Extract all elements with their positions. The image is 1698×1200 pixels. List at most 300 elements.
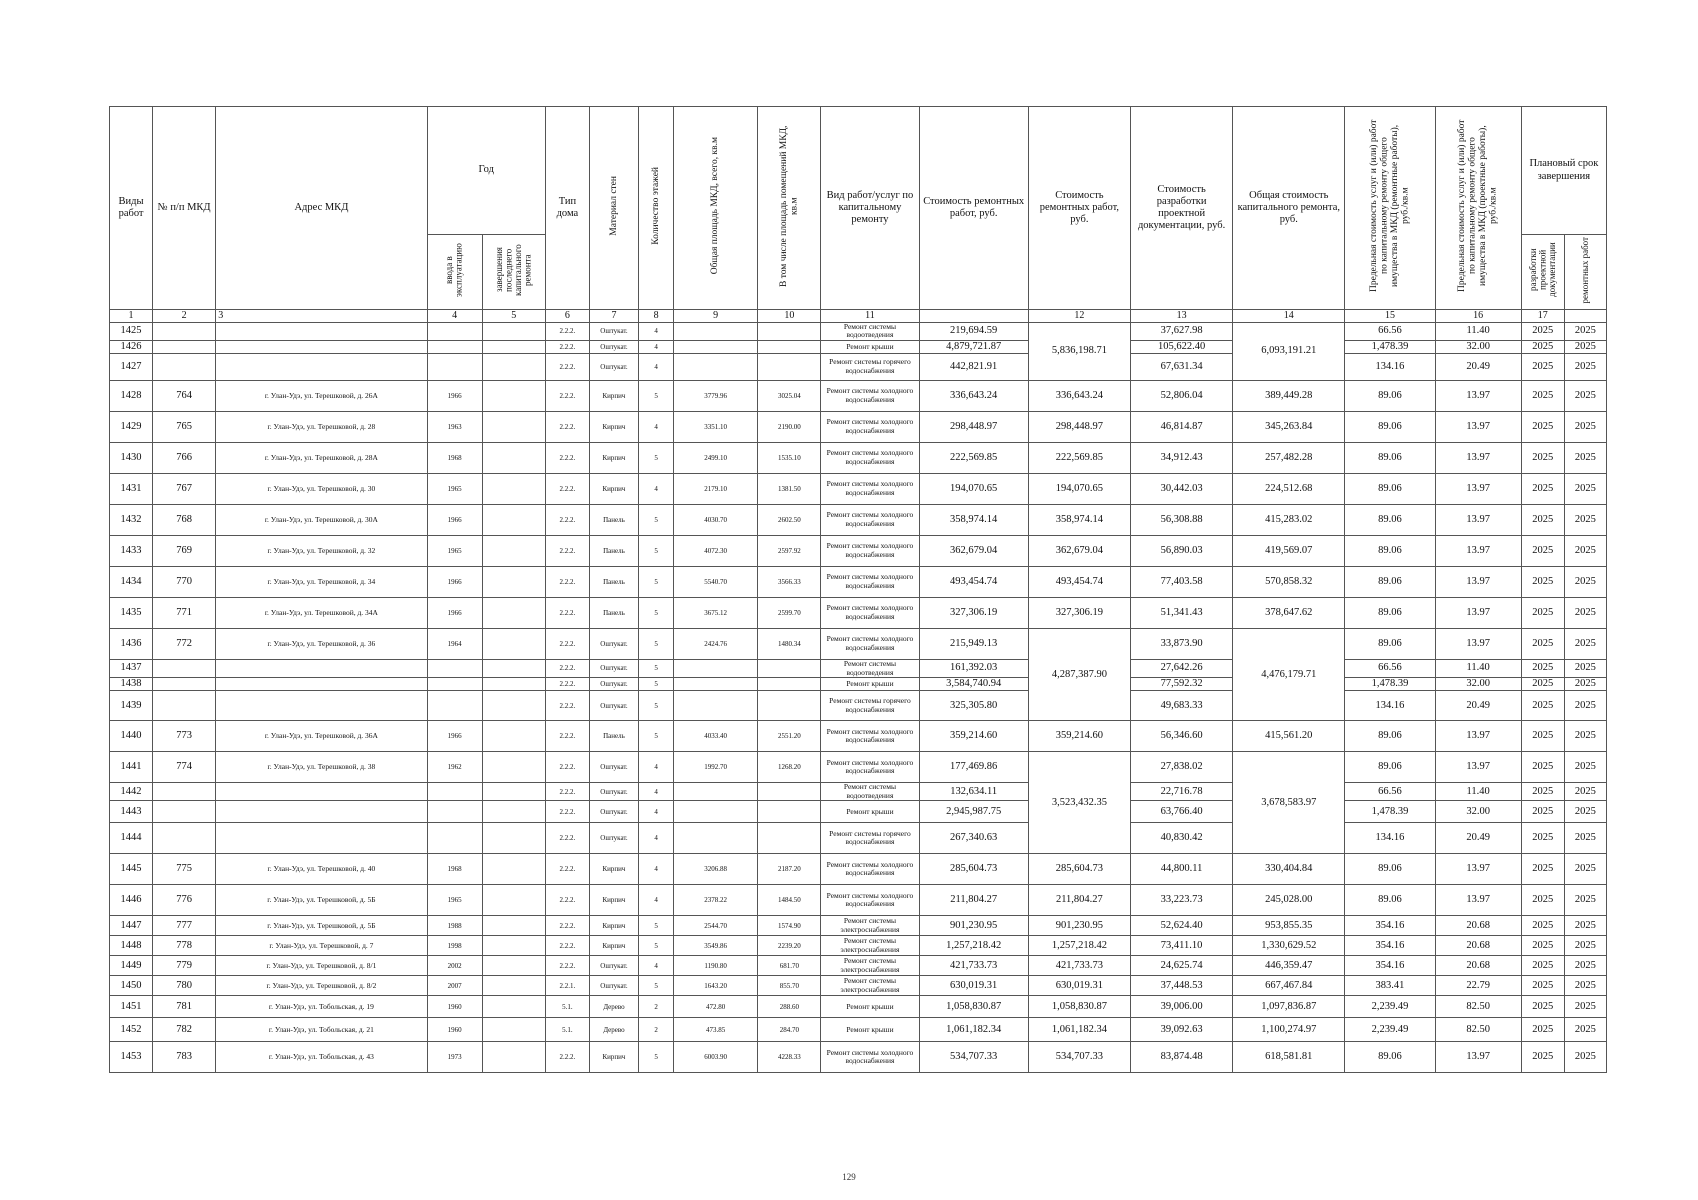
cell-mkd-number: 768 bbox=[153, 504, 216, 535]
cell-work-type: 1445 bbox=[110, 854, 153, 885]
cell-address bbox=[216, 823, 427, 854]
table-row bbox=[110, 721, 1607, 752]
cell-year-last-repair bbox=[482, 380, 545, 411]
cell-wall-material: Кирпич bbox=[589, 380, 638, 411]
cell-work-kind: Ремонт системы холодного водоснабжения bbox=[821, 535, 919, 566]
cell-work-type: 1449 bbox=[110, 956, 153, 976]
cell-work-kind: Ремонт системы холодного водоснабжения bbox=[821, 628, 919, 659]
cell-house-type: 2.2.2. bbox=[545, 691, 589, 721]
cell-repair-cost-total: 5,836,198.71 bbox=[1028, 322, 1130, 380]
cell-repair-cost: 359,214.60 bbox=[919, 721, 1028, 752]
cell-floors: 4 bbox=[639, 322, 674, 340]
cell-total-cost: 378,647.62 bbox=[1233, 597, 1345, 628]
cell-term-design: 2025 bbox=[1521, 340, 1564, 353]
cell-premises-area bbox=[758, 678, 821, 691]
header-floors: Количество этажей bbox=[639, 107, 674, 310]
cell-total-area bbox=[674, 678, 758, 691]
cell-floors: 5 bbox=[639, 504, 674, 535]
cell-repair-cost: 219,694.59 bbox=[919, 322, 1028, 340]
header-planned-term: Плановый срок завершения bbox=[1521, 107, 1606, 235]
cell-limit-design: 32.00 bbox=[1435, 340, 1521, 353]
cell-wall-material: Панель bbox=[589, 597, 638, 628]
table-row bbox=[110, 411, 1607, 442]
cell-wall-material: Кирпич bbox=[589, 854, 638, 885]
cell-design-cost: 27,642.26 bbox=[1130, 659, 1232, 677]
cell-year-commission: 1998 bbox=[427, 936, 482, 956]
table-row bbox=[110, 473, 1607, 504]
cell-term-repair: 2025 bbox=[1564, 678, 1606, 691]
cell-mkd-number: 777 bbox=[153, 916, 216, 936]
cell-year-last-repair bbox=[482, 691, 545, 721]
header-repair-cost-total: Стоимость ремонтных работ, руб. bbox=[1028, 107, 1130, 310]
cell-repair-cost-total: 1,058,830.87 bbox=[1028, 996, 1130, 1018]
cell-limit-repair: 1,478.39 bbox=[1345, 801, 1435, 823]
cell-house-type: 2.2.2. bbox=[545, 783, 589, 801]
cell-work-kind: Ремонт системы холодного водоснабжения bbox=[821, 473, 919, 504]
cell-term-repair: 2025 bbox=[1564, 353, 1606, 380]
cell-repair-cost: 442,821.91 bbox=[919, 353, 1028, 380]
cell-limit-design: 13.97 bbox=[1435, 1042, 1521, 1073]
page-number: 129 bbox=[842, 1172, 856, 1182]
cell-total-area: 3779.96 bbox=[674, 380, 758, 411]
table-row bbox=[110, 976, 1607, 996]
cell-limit-repair: 134.16 bbox=[1345, 691, 1435, 721]
col-num bbox=[919, 310, 1028, 323]
cell-work-kind: Ремонт системы электроснабжения bbox=[821, 916, 919, 936]
cell-year-commission: 1966 bbox=[427, 721, 482, 752]
cell-house-type: 2.2.2. bbox=[545, 659, 589, 677]
cell-year-last-repair bbox=[482, 566, 545, 597]
cell-wall-material: Оштукат. bbox=[589, 956, 638, 976]
cell-limit-repair: 1,478.39 bbox=[1345, 340, 1435, 353]
cell-year-commission: 1966 bbox=[427, 597, 482, 628]
cell-work-type: 1453 bbox=[110, 1042, 153, 1073]
cell-mkd-number bbox=[153, 801, 216, 823]
cell-wall-material: Оштукат. bbox=[589, 353, 638, 380]
cell-year-commission: 1962 bbox=[427, 752, 482, 783]
header-premises-area: В том числе площадь помещений МКД, кв.м bbox=[758, 107, 821, 310]
cell-work-type: 1450 bbox=[110, 976, 153, 996]
cell-total-cost: 415,561.20 bbox=[1233, 721, 1345, 752]
cell-design-cost: 40,830.42 bbox=[1130, 823, 1232, 854]
cell-total-area: 1992.70 bbox=[674, 752, 758, 783]
cell-total-area: 2424.76 bbox=[674, 628, 758, 659]
cell-floors: 5 bbox=[639, 976, 674, 996]
cell-term-design: 2025 bbox=[1521, 353, 1564, 380]
cell-house-type: 2.2.2. bbox=[545, 473, 589, 504]
cell-design-cost: 77,403.58 bbox=[1130, 566, 1232, 597]
cell-repair-cost: 2,945,987.75 bbox=[919, 801, 1028, 823]
header-work-type: Виды работ bbox=[110, 107, 153, 310]
header-design-cost: Стоимость разработки проектной документации, руб. bbox=[1130, 107, 1232, 310]
cell-premises-area bbox=[758, 801, 821, 823]
cell-work-kind: Ремонт крыши bbox=[821, 996, 919, 1018]
col-num: 6 bbox=[545, 310, 589, 323]
cell-address: г. Улан-Удэ, ул. Терешковой, д. 40 bbox=[216, 854, 427, 885]
cell-repair-cost-total: 298,448.97 bbox=[1028, 411, 1130, 442]
cell-repair-cost-total: 3,523,432.35 bbox=[1028, 752, 1130, 854]
cell-total-area bbox=[674, 353, 758, 380]
cell-total-area: 2378.22 bbox=[674, 885, 758, 916]
cell-mkd-number: 776 bbox=[153, 885, 216, 916]
cell-limit-design: 20.49 bbox=[1435, 823, 1521, 854]
cell-floors: 5 bbox=[639, 1042, 674, 1073]
cell-wall-material: Оштукат. bbox=[589, 322, 638, 340]
cell-total-cost: 389,449.28 bbox=[1233, 380, 1345, 411]
cell-year-commission bbox=[427, 801, 482, 823]
cell-mkd-number bbox=[153, 322, 216, 340]
cell-term-repair: 2025 bbox=[1564, 885, 1606, 916]
cell-mkd-number: 769 bbox=[153, 535, 216, 566]
cell-repair-cost-total: 493,454.74 bbox=[1028, 566, 1130, 597]
cell-term-repair: 2025 bbox=[1564, 628, 1606, 659]
cell-wall-material: Кирпич bbox=[589, 916, 638, 936]
cell-work-kind: Ремонт системы холодного водоснабжения bbox=[821, 597, 919, 628]
cell-year-last-repair bbox=[482, 678, 545, 691]
cell-wall-material: Кирпич bbox=[589, 473, 638, 504]
cell-year-last-repair bbox=[482, 936, 545, 956]
cell-design-cost: 33,873.90 bbox=[1130, 628, 1232, 659]
cell-premises-area: 3025.04 bbox=[758, 380, 821, 411]
cell-premises-area: 1574.90 bbox=[758, 916, 821, 936]
cell-design-cost: 51,341.43 bbox=[1130, 597, 1232, 628]
cell-term-repair: 2025 bbox=[1564, 691, 1606, 721]
col-num: 17 bbox=[1521, 310, 1564, 323]
cell-repair-cost-total: 285,604.73 bbox=[1028, 854, 1130, 885]
cell-limit-design: 13.97 bbox=[1435, 628, 1521, 659]
cell-wall-material: Панель bbox=[589, 721, 638, 752]
cell-premises-area: 2599.70 bbox=[758, 597, 821, 628]
cell-total-area bbox=[674, 659, 758, 677]
cell-year-last-repair bbox=[482, 411, 545, 442]
cell-repair-cost-total: 534,707.33 bbox=[1028, 1042, 1130, 1073]
cell-address: г. Улан-Удэ, ул. Терешковой, д. 28А bbox=[216, 442, 427, 473]
cell-premises-area bbox=[758, 659, 821, 677]
cell-work-kind: Ремонт системы горячего водоснабжения bbox=[821, 353, 919, 380]
cell-house-type: 2.2.2. bbox=[545, 322, 589, 340]
cell-term-repair: 2025 bbox=[1564, 996, 1606, 1018]
cell-term-design: 2025 bbox=[1521, 411, 1564, 442]
cell-limit-repair: 89.06 bbox=[1345, 535, 1435, 566]
col-num: 2 bbox=[153, 310, 216, 323]
cell-term-repair: 2025 bbox=[1564, 916, 1606, 936]
cell-repair-cost-total: 901,230.95 bbox=[1028, 916, 1130, 936]
col-num bbox=[1564, 310, 1606, 323]
cell-year-last-repair bbox=[482, 473, 545, 504]
table-row bbox=[110, 380, 1607, 411]
cell-limit-design: 13.97 bbox=[1435, 885, 1521, 916]
cell-repair-cost-total: 211,804.27 bbox=[1028, 885, 1130, 916]
cell-floors: 5 bbox=[639, 566, 674, 597]
cell-work-kind: Ремонт системы водоотведения bbox=[821, 783, 919, 801]
header-year-commission: ввода в эксплуатацию bbox=[427, 235, 482, 310]
cell-house-type: 2.2.2. bbox=[545, 885, 589, 916]
cell-year-last-repair bbox=[482, 801, 545, 823]
col-num: 13 bbox=[1130, 310, 1232, 323]
cell-mkd-number: 766 bbox=[153, 442, 216, 473]
cell-premises-area: 2597.92 bbox=[758, 535, 821, 566]
cell-work-kind: Ремонт системы холодного водоснабжения bbox=[821, 566, 919, 597]
cell-work-kind: Ремонт системы водоотведения bbox=[821, 659, 919, 677]
cell-total-area: 6003.90 bbox=[674, 1042, 758, 1073]
cell-limit-design: 32.00 bbox=[1435, 801, 1521, 823]
col-num: 5 bbox=[482, 310, 545, 323]
header-term-repair: ремонтных работ bbox=[1564, 235, 1606, 310]
cell-premises-area: 2551.20 bbox=[758, 721, 821, 752]
cell-repair-cost: 177,469.86 bbox=[919, 752, 1028, 783]
cell-limit-design: 13.97 bbox=[1435, 411, 1521, 442]
cell-repair-cost: 1,257,218.42 bbox=[919, 936, 1028, 956]
cell-address bbox=[216, 801, 427, 823]
cell-design-cost: 63,766.40 bbox=[1130, 801, 1232, 823]
cell-house-type: 2.2.2. bbox=[545, 340, 589, 353]
cell-address: г. Улан-Удэ, ул. Терешковой, д. 26А bbox=[216, 380, 427, 411]
cell-limit-design: 82.50 bbox=[1435, 1018, 1521, 1042]
col-num: 10 bbox=[758, 310, 821, 323]
cell-total-area: 2499.10 bbox=[674, 442, 758, 473]
cell-total-area bbox=[674, 801, 758, 823]
cell-wall-material: Кирпич bbox=[589, 885, 638, 916]
cell-premises-area bbox=[758, 340, 821, 353]
cell-year-last-repair bbox=[482, 916, 545, 936]
cell-address: г. Улан-Удэ, ул. Терешковой, д. 30 bbox=[216, 473, 427, 504]
cell-wall-material: Дерево bbox=[589, 1018, 638, 1042]
cell-floors: 5 bbox=[639, 721, 674, 752]
cell-year-last-repair bbox=[482, 721, 545, 752]
cell-limit-design: 13.97 bbox=[1435, 597, 1521, 628]
cell-work-kind: Ремонт крыши bbox=[821, 340, 919, 353]
cell-term-repair: 2025 bbox=[1564, 783, 1606, 801]
cell-total-area bbox=[674, 322, 758, 340]
cell-work-type: 1437 bbox=[110, 659, 153, 677]
cell-year-last-repair bbox=[482, 854, 545, 885]
cell-wall-material: Оштукат. bbox=[589, 752, 638, 783]
cell-total-cost: 570,858.32 bbox=[1233, 566, 1345, 597]
table-row bbox=[110, 936, 1607, 956]
cell-work-type: 1430 bbox=[110, 442, 153, 473]
cell-repair-cost-total: 421,733.73 bbox=[1028, 956, 1130, 976]
cell-floors: 5 bbox=[639, 936, 674, 956]
cell-house-type: 2.2.2. bbox=[545, 380, 589, 411]
table-row bbox=[110, 442, 1607, 473]
cell-total-area: 5540.70 bbox=[674, 566, 758, 597]
cell-total-area bbox=[674, 823, 758, 854]
cell-total-area: 3206.88 bbox=[674, 854, 758, 885]
cell-repair-cost: 222,569.85 bbox=[919, 442, 1028, 473]
cell-term-repair: 2025 bbox=[1564, 1018, 1606, 1042]
cell-work-kind: Ремонт системы холодного водоснабжения bbox=[821, 411, 919, 442]
cell-total-cost: 953,855.35 bbox=[1233, 916, 1345, 936]
cell-limit-repair: 89.06 bbox=[1345, 721, 1435, 752]
cell-term-repair: 2025 bbox=[1564, 1042, 1606, 1073]
cell-year-commission bbox=[427, 322, 482, 340]
cell-total-area: 472.80 bbox=[674, 996, 758, 1018]
cell-work-type: 1444 bbox=[110, 823, 153, 854]
cell-term-design: 2025 bbox=[1521, 885, 1564, 916]
cell-term-design: 2025 bbox=[1521, 322, 1564, 340]
cell-work-kind: Ремонт системы холодного водоснабжения bbox=[821, 442, 919, 473]
cell-year-last-repair bbox=[482, 1042, 545, 1073]
header-address: Адрес МКД bbox=[216, 107, 427, 310]
cell-work-type: 1440 bbox=[110, 721, 153, 752]
cell-year-commission: 1968 bbox=[427, 442, 482, 473]
cell-term-design: 2025 bbox=[1521, 678, 1564, 691]
cell-mkd-number: 781 bbox=[153, 996, 216, 1018]
cell-work-kind: Ремонт крыши bbox=[821, 801, 919, 823]
cell-work-type: 1441 bbox=[110, 752, 153, 783]
cell-year-commission: 1964 bbox=[427, 628, 482, 659]
header-repair-cost: Стоимость ремонтных работ, руб. bbox=[919, 107, 1028, 310]
cell-house-type: 2.2.2. bbox=[545, 916, 589, 936]
cell-premises-area: 1535.10 bbox=[758, 442, 821, 473]
cell-limit-repair: 89.06 bbox=[1345, 473, 1435, 504]
header-wall-material: Материал стен bbox=[589, 107, 638, 310]
cell-house-type: 2.2.2. bbox=[545, 597, 589, 628]
cell-floors: 4 bbox=[639, 473, 674, 504]
cell-premises-area: 681.70 bbox=[758, 956, 821, 976]
cell-design-cost: 33,223.73 bbox=[1130, 885, 1232, 916]
cell-year-commission: 2007 bbox=[427, 976, 482, 996]
cell-year-last-repair bbox=[482, 885, 545, 916]
cell-limit-repair: 2,239.49 bbox=[1345, 996, 1435, 1018]
cell-year-commission: 1968 bbox=[427, 854, 482, 885]
cell-term-design: 2025 bbox=[1521, 801, 1564, 823]
cell-term-design: 2025 bbox=[1521, 1018, 1564, 1042]
cell-floors: 4 bbox=[639, 353, 674, 380]
cell-total-area: 4030.70 bbox=[674, 504, 758, 535]
cell-work-kind: Ремонт системы горячего водоснабжения bbox=[821, 823, 919, 854]
cell-total-cost: 330,404.84 bbox=[1233, 854, 1345, 885]
table-row bbox=[110, 801, 1607, 823]
cell-total-cost: 446,359.47 bbox=[1233, 956, 1345, 976]
col-num: 11 bbox=[821, 310, 919, 323]
cell-total-area: 4072.30 bbox=[674, 535, 758, 566]
cell-work-kind: Ремонт крыши bbox=[821, 1018, 919, 1042]
cell-year-commission: 1963 bbox=[427, 411, 482, 442]
cell-wall-material: Кирпич bbox=[589, 411, 638, 442]
cell-repair-cost: 161,392.03 bbox=[919, 659, 1028, 677]
cell-address: г. Улан-Удэ, ул. Терешковой, д. 5Б bbox=[216, 916, 427, 936]
cell-floors: 5 bbox=[639, 628, 674, 659]
cell-design-cost: 39,092.63 bbox=[1130, 1018, 1232, 1042]
cell-house-type: 2.2.2. bbox=[545, 628, 589, 659]
header-house-type: Тип дома bbox=[545, 107, 589, 310]
cell-repair-cost: 3,584,740.94 bbox=[919, 678, 1028, 691]
cell-design-cost: 73,411.10 bbox=[1130, 936, 1232, 956]
table-row bbox=[110, 659, 1607, 677]
cell-work-type: 1432 bbox=[110, 504, 153, 535]
cell-limit-design: 13.97 bbox=[1435, 854, 1521, 885]
cell-mkd-number: 770 bbox=[153, 566, 216, 597]
cell-term-design: 2025 bbox=[1521, 597, 1564, 628]
cell-mkd-number bbox=[153, 783, 216, 801]
cell-repair-cost-total: 362,679.04 bbox=[1028, 535, 1130, 566]
cell-house-type: 2.2.1. bbox=[545, 976, 589, 996]
cell-year-commission: 1966 bbox=[427, 380, 482, 411]
cell-term-repair: 2025 bbox=[1564, 504, 1606, 535]
cell-limit-repair: 354.16 bbox=[1345, 956, 1435, 976]
cell-repair-cost-total: 630,019.31 bbox=[1028, 976, 1130, 996]
cell-limit-repair: 66.56 bbox=[1345, 322, 1435, 340]
cell-repair-cost: 901,230.95 bbox=[919, 916, 1028, 936]
cell-total-cost: 4,476,179.71 bbox=[1233, 628, 1345, 720]
cell-year-commission bbox=[427, 823, 482, 854]
table-row bbox=[110, 783, 1607, 801]
cell-term-repair: 2025 bbox=[1564, 936, 1606, 956]
cell-work-type: 1438 bbox=[110, 678, 153, 691]
cell-limit-repair: 89.06 bbox=[1345, 442, 1435, 473]
cell-limit-design: 13.97 bbox=[1435, 473, 1521, 504]
cell-address bbox=[216, 678, 427, 691]
cell-repair-cost: 298,448.97 bbox=[919, 411, 1028, 442]
cell-wall-material: Оштукат. bbox=[589, 783, 638, 801]
col-num: 4 bbox=[427, 310, 482, 323]
cell-total-cost: 257,482.28 bbox=[1233, 442, 1345, 473]
cell-wall-material: Кирпич bbox=[589, 1042, 638, 1073]
cell-year-last-repair bbox=[482, 783, 545, 801]
cell-work-kind: Ремонт системы электроснабжения bbox=[821, 956, 919, 976]
cell-term-design: 2025 bbox=[1521, 628, 1564, 659]
cell-mkd-number bbox=[153, 678, 216, 691]
cell-premises-area: 284.70 bbox=[758, 1018, 821, 1042]
cell-term-repair: 2025 bbox=[1564, 442, 1606, 473]
cell-design-cost: 56,890.03 bbox=[1130, 535, 1232, 566]
cell-repair-cost: 194,070.65 bbox=[919, 473, 1028, 504]
cell-mkd-number: 774 bbox=[153, 752, 216, 783]
cell-repair-cost-total: 1,257,218.42 bbox=[1028, 936, 1130, 956]
cell-wall-material: Оштукат. bbox=[589, 628, 638, 659]
cell-floors: 4 bbox=[639, 801, 674, 823]
cell-work-kind: Ремонт системы холодного водоснабжения bbox=[821, 752, 919, 783]
cell-total-cost: 224,512.68 bbox=[1233, 473, 1345, 504]
col-num: 8 bbox=[639, 310, 674, 323]
cell-year-last-repair bbox=[482, 322, 545, 340]
table-row bbox=[110, 854, 1607, 885]
cell-address bbox=[216, 783, 427, 801]
cell-floors: 4 bbox=[639, 783, 674, 801]
cell-limit-repair: 134.16 bbox=[1345, 823, 1435, 854]
cell-limit-design: 13.97 bbox=[1435, 566, 1521, 597]
cell-premises-area: 2190.00 bbox=[758, 411, 821, 442]
cell-total-area: 2544.70 bbox=[674, 916, 758, 936]
cell-year-commission bbox=[427, 353, 482, 380]
cell-mkd-number: 764 bbox=[153, 380, 216, 411]
cell-house-type: 2.2.2. bbox=[545, 566, 589, 597]
cell-house-type: 2.2.2. bbox=[545, 823, 589, 854]
cell-work-kind: Ремонт системы холодного водоснабжения bbox=[821, 885, 919, 916]
cell-term-repair: 2025 bbox=[1564, 340, 1606, 353]
cell-term-design: 2025 bbox=[1521, 566, 1564, 597]
cell-work-type: 1425 bbox=[110, 322, 153, 340]
header-limit-repair: Предельная стоимость услуг и (или) работ по капитальному ремонту общего имущества в МКД (ремонтные работы), руб./кв.м bbox=[1345, 107, 1435, 310]
cell-term-design: 2025 bbox=[1521, 380, 1564, 411]
cell-mkd-number bbox=[153, 823, 216, 854]
cell-work-kind: Ремонт системы холодного водоснабжения bbox=[821, 721, 919, 752]
cell-floors: 4 bbox=[639, 854, 674, 885]
cell-house-type: 2.2.2. bbox=[545, 353, 589, 380]
table-row bbox=[110, 566, 1607, 597]
cell-total-area: 3351.10 bbox=[674, 411, 758, 442]
cell-premises-area: 1268.20 bbox=[758, 752, 821, 783]
table-row bbox=[110, 885, 1607, 916]
cell-work-type: 1446 bbox=[110, 885, 153, 916]
cell-term-design: 2025 bbox=[1521, 956, 1564, 976]
cell-mkd-number: 783 bbox=[153, 1042, 216, 1073]
cell-premises-area bbox=[758, 691, 821, 721]
cell-limit-design: 13.97 bbox=[1435, 442, 1521, 473]
cell-year-last-repair bbox=[482, 535, 545, 566]
table-row bbox=[110, 322, 1607, 340]
